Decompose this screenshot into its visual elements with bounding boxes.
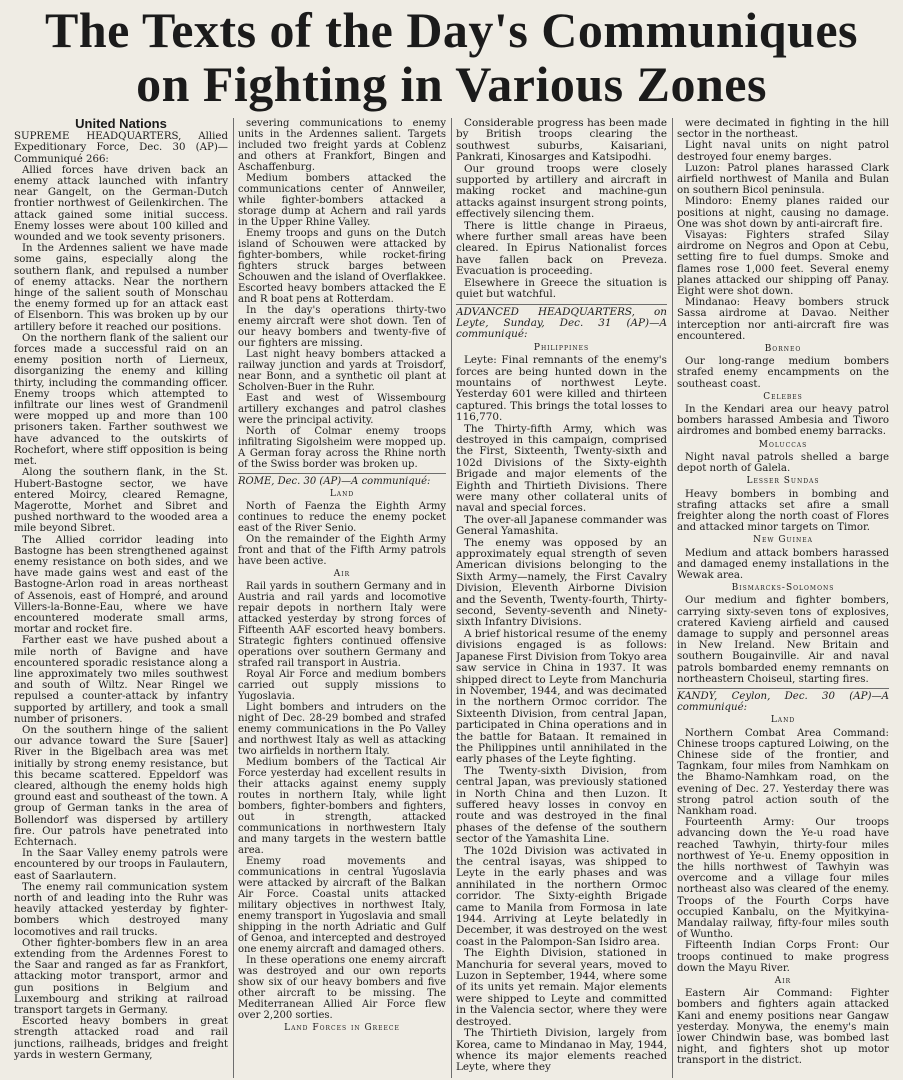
paragraph: Allied forces have driven back an enemy attack launched with infantry near Gangelt, on the German-Dutch frontier northwest of Geilenkirchen. The attack gained some initial success. Enemy losses were about 100 killed and wounded and we took seventy prisoners.: [14, 164, 228, 244]
paragraph: Our ground troops were closely supported by artillery and aircraft in making rocket and machine-gun attacks against insurgent strong points, effectively silencing them.: [456, 162, 667, 221]
paragraph: The Eighth Division, stationed in Manchuria for several years, moved to Luzon in September, 1944, where some of its units yet remain. Major elements were shipped to Leyte and committed in the Valencia sector, where they were destroyed.: [456, 947, 667, 1028]
paragraph: East and west of Wissembourg artillery exchanges and patrol clashes were the principal activity.: [238, 393, 446, 426]
dateline: [238, 476, 446, 487]
paragraph: The 102d Division was activated in the central isayas, was shipped to Leyte in the early phases and was annihilated in the northern Ormoc corridor. The Sixty-eighth Brigade came to Manila from Formosa in late 1944. Arriving at Leyte belatedly in December, it was destroyed on the west coast in the Palompon-San Isidro area.: [456, 844, 667, 948]
paragraph: There is little change in Piraeus, where further small areas have been cleared. In Epirus Nationalist forces have fallen back on Preveza. Evacuation is proceeding.: [456, 219, 667, 278]
column-4: [677, 118, 889, 1078]
subhead: Land: [770, 715, 796, 726]
column-1: [14, 118, 228, 1078]
paragraph: In the Kendari area our heavy patrol bombers harassed Ambesia and Tiworo airdromes and bombed enemy barracks.: [677, 404, 889, 438]
paragraph: On the northern flank of the salient our forces made a successful raid on an enemy position north of Lierneux, disorganizing the enemy and killing thirty, including the commanding officer. Enemy troops which attempted to infiltrate our lines west of Grandmenil were mopped up and more than 100 prisoners taken. Farther southwest we have advanced to the outskirts of Rochefort, where stiff opposition is being met.: [14, 332, 228, 468]
paragraph: Fifteenth Indian Corps Front: Our troops continued to make progress down the Mayu River.: [677, 940, 889, 974]
subhead: Borneo: [764, 344, 802, 355]
paragraph: were decimated in fighting in the hill sector in the northeast.: [677, 118, 889, 141]
dateline: [677, 691, 889, 713]
subhead: Air: [774, 976, 792, 987]
paragraph: The Twenty-sixth Division, from central Japan, was previously stationed in North China and then Luzon. It suffered heavy losses in convoy en route and was destroyed in the final phases of the defense of the southern sector of the Yamashita Line.: [456, 764, 667, 846]
paragraph: Enemy troops and guns on the Dutch island of Schouwen were attacked by fighter-bombers, while rocket-firing fighters struck barges between Schouwen and the island of Overflakkee. Escorted heavy bombers attacked the E and R boat pens at Rotterdam.: [238, 228, 446, 305]
paragraph: Medium bombers of the Tactical Air Force yesterday had excellent results in their attacks against enemy supply routes in northern Italy, while light bombers, fighter-bombers and fighters, out in strength, attacked communications in northwestern Italy and many targets in the western battle area.: [238, 757, 446, 856]
paragraph: Fourteenth Army: Our troops advancing down the Ye-u road have reached Tawhyin, thirty-four miles northwest of Ye-u. Enemy opposition in the hills northwest of Tawhyin was overcome and a village four miles northeast also was cleared of the enemy. Troops of the Fourth Corps have occupied Kanbalu, on the Myitkyina-Mandalay railway, fifty-four miles south of Wuntho.: [677, 817, 889, 941]
paragraph: Medium bombers attacked the communications center of Annweiler, while fighter-bombers attacked a storage dump at Achern and rail yards in the Upper Rhine Valley.: [238, 173, 446, 228]
dateline: [456, 307, 667, 341]
subhead: Philippines: [533, 342, 590, 353]
paragraph: Light bombers and intruders on the night of Dec. 28-29 bombed and strafed enemy communications in the Po Valley and northwest Italy as well as attacking two airfields in northern Italy.: [238, 702, 446, 757]
headline-line-1: The Texts of the Day's Communiques: [45, 2, 858, 58]
paragraph: Luzon: Patrol planes harassed Clark airfield northwest of Manila and Bulan on southern Bicol peninsula.: [677, 162, 889, 197]
paragraph: Farther east we have pushed about a mile north of Bavigne and have encountered sporadic resistance along a line approximately two miles southwest and south of Wiltz. Near Ringel we repulsed a counter-attack by infantry supported by artillery, and took a small number of prisoners.: [14, 635, 228, 725]
subhead: Lesser Sundas: [746, 476, 820, 487]
subhead: Celebes: [763, 391, 803, 402]
subhead: New Guinea: [753, 535, 813, 546]
paragraph: Our medium and fighter bombers, carrying sixty-seven tons of explosives, cratered Kavieng airfield and caused damage to supply and personnel areas in New Ireland. New Britain and southern Bougainville. Air and naval patrols bombarded enemy remnants on northeastern Choiseul, starting fires.: [677, 595, 889, 685]
paragraph: Northern Combat Area Command: Chinese troops captured Loiwing, on the Chinese side of the frontier, and Tagnkam, four miles from Namhkam on the Bhamo-Namhkam road, on the evening of Dec. 27. Yesterday there was strong patrol action south of the Nankham road.: [677, 727, 889, 817]
subhead: Bismarcks-Solomons: [731, 583, 835, 594]
paragraph: In these operations one enemy aircraft was destroyed and our own reports show six of our heavy bombers and five other aircraft to be missing. The Mediterranean Allied Air Force flew over 2,200 sorties.: [238, 955, 446, 1021]
dateline-text: KANDY, Ceylon, Dec. 30 (AP)—A communiqué:: [677, 690, 889, 714]
paragraph: Rail yards in southern Germany and in Austria and rail yards and locomotive repair depots in northern Italy were attacked yesterday by strong forces of Fifteenth AAF escorted heavy bombers. Strategic fighters continued offensive operations over southern Germany and strafed rail transport in Austria.: [238, 581, 446, 669]
paragraph: severing communications to enemy units in the Ardennes salient. Targets included two freight yards at Coblenz and others at Frankfort, Bingen and Aschaffenburg.: [238, 118, 446, 173]
divider: [238, 473, 446, 474]
paragraph: Elsewhere in Greece the situation is quiet but watchful.: [456, 276, 667, 301]
paragraph: Considerable progress has been made by British troops clearing the southwest suburbs, Kaisariani, Pankrati, Kinosarges and Katsipodhi.: [456, 118, 667, 164]
column-rule: [451, 118, 452, 1078]
paragraph: Night naval patrols shelled a barge depot north of Galela.: [677, 451, 889, 475]
paragraph: The over-all Japanese commander was General Yamashita.: [456, 513, 667, 538]
paragraph: Other fighter-bombers flew in an area extending from the Ardennes Forest to the Saar and ranged as far as Frankfort, attacking motor transport, armor and gun positions in Belgium and Luxembourg and striking at railroad transport targets in Germany.: [14, 937, 228, 1017]
paragraph: North of Faenza the Eighth Army continues to reduce the enemy pocket east of the River Senio.: [238, 501, 446, 534]
column-rule: [672, 118, 673, 1078]
paragraph: Eastern Air Command: Fighter bombers and fighters again attacked Kani and enemy positions near Gangaw yesterday. Monywa, the enemy's main lower Chindwin base, was bombed last night, and fighters shot up motor transport in the district.: [677, 988, 889, 1067]
paragraph: North of Colmar enemy troops infiltrating Sigolsheim were mopped up. A German foray across the Rhine north of the Swiss border was broken up.: [238, 426, 446, 470]
paragraph: The Allied corridor leading into Bastogne has been strengthened against enemy resistance on both sides, and we have made gains west and east of the Bastogne-Arlon road in areas northeast of Assenois, east of Hompré, and around Villers-la-Bonne-Eau, where we have encountered moderate small arms, mortar and rocket fire.: [14, 534, 228, 636]
paragraph: Leyte: Final remnants of the enemy's forces are being hunted down in the mountains of northwest Leyte. Yesterday 601 were killed and thirteen captured. This brings the total losses to 116,770.: [456, 354, 667, 424]
divider: [456, 304, 667, 305]
paragraph: In the Ardennes salient we have made some gains, especially along the southern flank, and repulsed a number of enemy attacks. Near the northern hinge of the salient south of Monschau the enemy formed up for an attack east of Elsenborn. This was broken up by our artillery before it reached our positions.: [14, 243, 228, 333]
paragraph: In the Saar Valley enemy patrols were encountered by our troops in Faulautern, east of Saarlautern.: [14, 848, 228, 882]
paragraph: Escorted heavy bombers in great strength attacked road and rail junctions, railheads, bridges and freight yards in western Germany,: [14, 1016, 228, 1061]
paragraph: Medium and attack bombers harassed and damaged enemy installations in the Wewak area.: [677, 547, 889, 581]
headline-line-2: on Fighting in Various Zones: [136, 56, 767, 112]
paragraph: Our long-range medium bombers strafed enemy encampments on the southeast coast.: [677, 356, 889, 390]
paragraph: Heavy bombers in bombing and strafing attacks set afire a small freighter along the north coast of Flores and attacked minor targets on Timor.: [677, 488, 889, 534]
dateline: SUPREME HEADQUARTERS, Allied Expeditionary Force, Dec. 30 (AP)—Communiqué 266:: [14, 131, 228, 165]
paragraph: On the southern hinge of the salient our advance toward the Sure [Sauer] River in the Bigelbach area was met initially by strong enemy resistance, but this became scattered. Eppeldorf was cleared, although the enemy holds high ground east and southeast of the town. A group of German tanks in the area of Bollendorf was dispersed by artillery fire. Our patrols have penetrated into Echternach.: [14, 724, 228, 848]
paragraph: The enemy was opposed by an approximately equal strength of seven American divisions belonging to the Sixth Army—namely, the First Cavalry Division, Eleventh Airborne Division and the Seventh, Twenty-fourth, Thirty-second, Seventy-seventh and Ninety-sixth Infantry Divisions.: [456, 536, 667, 629]
paragraph: On the remainder of the Eighth Army front and that of the Fifth Army patrols have been active.: [238, 534, 446, 567]
subhead: Moluccas: [758, 439, 808, 450]
divider: [677, 688, 889, 689]
paragraph: Mindoro: Enemy planes raided our positions at night, causing no damage. One was shot down by anti-aircraft fire.: [677, 196, 889, 230]
paragraph: The Thirty-fifth Army, which was destroyed in this campaign, comprised the First, Sixteenth, Twenty-sixth and 102d Divisions of the Sixty-eighth Brigade and major elements of the Eighth and Thirtieth Divisions. There were many other collateral units of naval and special forces.: [456, 422, 667, 515]
column-2: [238, 118, 446, 1078]
paragraph: Royal Air Force and medium bombers carried out supply missions to Yugoslavia.: [238, 669, 446, 702]
paragraph: Mindanao: Heavy bombers struck Sassa airdrome at Davao. Neither interception nor anti-aircraft fire was encountered.: [677, 297, 889, 342]
column-3: [456, 118, 667, 1078]
paragraph: In the day's operations thirty-two enemy aircraft were shot down. Ten of our heavy bombers and twenty-five of our fighters are missing.: [238, 305, 446, 349]
subhead-footer: Land Forces in Greece: [284, 1023, 400, 1033]
section-title: United Nations: [75, 118, 167, 131]
paragraph: Last night heavy bombers attacked a railway junction and yards at Troisdorf, near Bonn, and a synthetic oil plant at Scholven-Buer in the Ruhr.: [238, 349, 446, 393]
column-rule: [233, 118, 234, 1078]
paragraph: Along the southern flank, in the St. Hubert-Bastogne sector, we have entered Moircy, cleared Remagne, Magerotte, Morhet and Sibret and pushed northward to the wooded area a mile beyond Sibret.: [14, 467, 228, 535]
paragraph: Enemy road movements and communications in central Yugoslavia were attacked by aircraft of the Balkan Air Force. Coastal units attacked military objectives in northwest Italy, enemy transport in Yugoslavia and small shipping in the north Adriatic and Gulf of Genoa, and intercepted and destroyed one enemy aircraft and damaged others.: [238, 856, 446, 955]
subhead: Land: [329, 489, 355, 499]
paragraph: The enemy rail communication system north of and leading into the Ruhr was heavily attacked yesterday by fighter-bombers which destroyed many locomotives and rail trucks.: [14, 881, 228, 938]
subhead: Air: [333, 569, 351, 579]
paragraph: Light naval units on night patrol destroyed four enemy barges.: [677, 140, 889, 163]
dateline-text: ADVANCED HEADQUARTERS, on Leyte, Sunday, Dec. 31 (AP)—A communiqué:: [456, 305, 667, 341]
headline: [0, 0, 903, 118]
paragraph: The Thirtieth Division, largely from Korea, came to Mindanao in May, 1944, whence its major elements reached Leyte, where they: [456, 1027, 667, 1074]
paragraph: A brief historical resume of the enemy divisions engaged is as follows: Japanese First Division from Tokyo area saw service in China in 1937. It was shipped direct to Leyte from Manchuria in November, 1944, and was decimated in the northern Ormoc corridor. The Sixteenth Division, from central Japan, participated in China operations and in the battle for Bataan. It remained in the Philippines until annihilated in the early phases of the Leyte fighting.: [456, 627, 667, 766]
dateline-text: ROME, Dec. 30 (AP)—A communiqué:: [238, 476, 431, 487]
paragraph: Visayas: Fighters strafed Silay airdrome on Negros and Opon at Cebu, setting fire to fuel dumps. Smoke and flames rose 1,000 feet. Several enemy planes attacked our shipping off Panay. Eight were shot down.: [677, 230, 889, 298]
